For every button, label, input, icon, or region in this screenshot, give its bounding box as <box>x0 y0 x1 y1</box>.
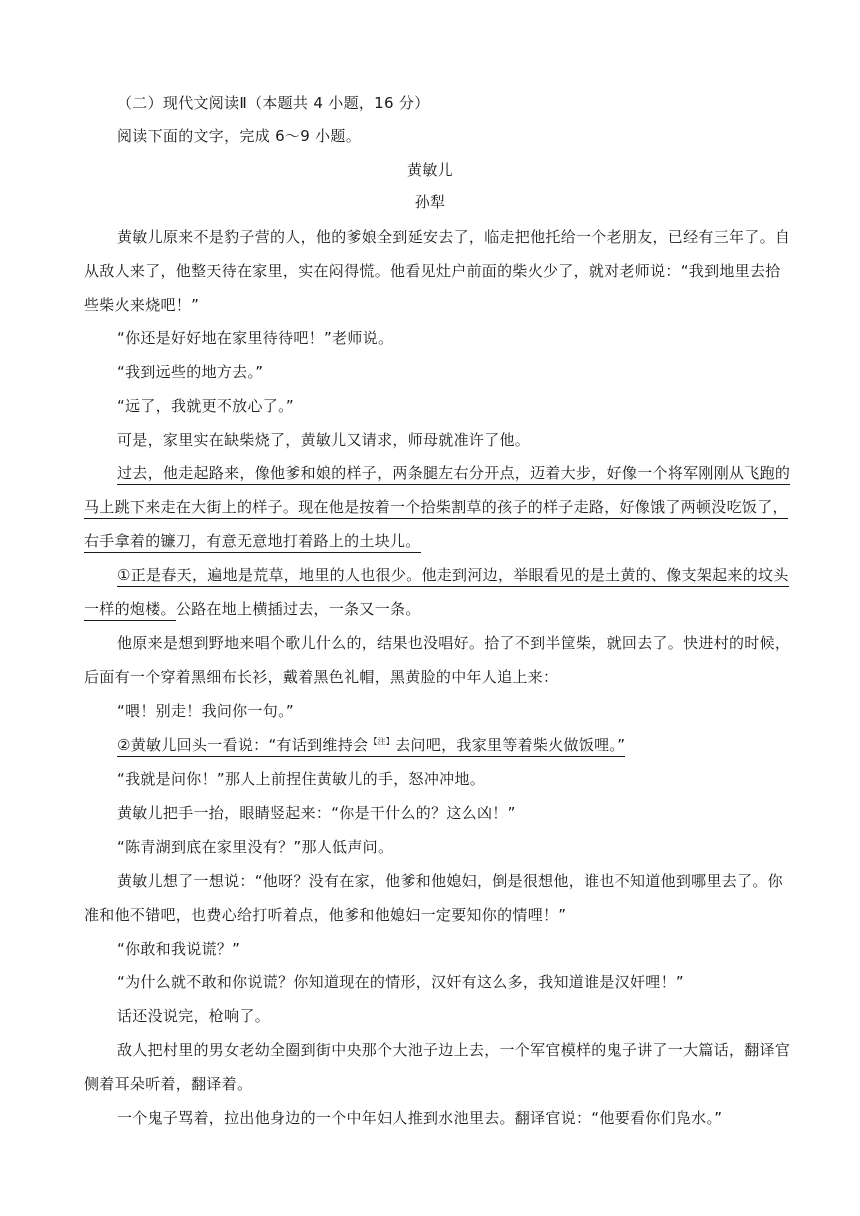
underlined-passage-line <box>84 532 421 551</box>
story-author: 孙犁 <box>414 193 446 211</box>
dialogue-text: ②黄敏儿回头一看说：“有话到维持会 <box>117 736 369 754</box>
underlined-passage-line <box>84 498 788 517</box>
paragraph-line: 敌人把村里的男女老幼全圈到街中央那个大池子边上去，一个军官模样的鬼子讲了一大篇话，翻译官 <box>117 1041 791 1059</box>
paragraph: “陈青湖到底在家里没有？”那人低声问。 <box>117 838 394 856</box>
paragraph: “我到远些的地方去。” <box>117 363 264 381</box>
paragraph: “你敢和我说谎？” <box>117 940 241 958</box>
paragraph: “远了，我就更不放心了。” <box>117 397 294 415</box>
underlined-text: 马上跳下来走在大街上的样子。现在他是按着一个拾柴割草的孩子的样子走路，好像饿了两顿没吃饭了， <box>84 498 788 519</box>
underlined-text: 一样的炮楼。 <box>84 600 176 621</box>
dialogue-text: 去问吧，我家里等着柴火做饭哩。” <box>395 736 626 754</box>
paragraph-line: 些柴火来烧吧！” <box>84 296 200 314</box>
underlined-text: ①正是春天，遍地是荒草，地里的人也很少。他走到河边，举眼看见的是土黄的、像支架起来的坟头 <box>117 566 789 587</box>
footnote-marker: 【注】 <box>369 737 395 746</box>
paragraph-line: 黄敏儿原来不是豹子营的人，他的爹娘全到延安去了，临走把他托给一个老朋友，已经有三年了。自 <box>117 228 791 246</box>
paragraph-line: 黄敏儿想了一想说：“他呀？没有在家，他爹和他媳妇，倒是很想他，谁也不知道他到哪里去了。你 <box>117 872 783 890</box>
underlined-passage-line <box>117 566 789 585</box>
plain-text: 公路在地上横插过去，一条又一条。 <box>175 600 421 618</box>
section-heading: （二）现代文阅读Ⅱ（本题共 4 小题，16 分） <box>117 94 430 112</box>
paragraph: “喂！别走！我问你一句。” <box>117 702 294 720</box>
story-title: 黄敏儿 <box>407 161 453 179</box>
paragraph-line <box>84 600 421 619</box>
underlined-passage-line <box>117 736 625 755</box>
paragraph-line: 准和他不错吧，也费心给打听着点，他爹和他媳妇一定要知你的情哩！” <box>84 906 567 924</box>
paragraph: 黄敏儿把手一抬，眼睛竖起来：“你是干什么的？这么凶！” <box>117 804 516 822</box>
paragraph: “你还是好好地在家里待待吧！”老师说。 <box>117 329 394 347</box>
paragraph: “为什么就不敢和你说谎？你知道现在的情形，汉奸有这么多，我知道谁是汉奸哩！” <box>117 973 684 991</box>
paragraph-line: 他原来是想到野地来唱个歌儿什么的，结果也没唱好。拾了不到半筐柴，就回去了。快进村的时候， <box>117 634 791 652</box>
underlined-passage-line <box>117 464 790 483</box>
reading-instruction: 阅读下面的文字，完成 6～9 小题。 <box>117 127 362 145</box>
paragraph-line: 侧着耳朵听着，翻译着。 <box>84 1075 253 1093</box>
underlined-text: 过去，他走起路来，像他爹和娘的样子，两条腿左右分开点，迈着大步，好像一个将军刚刚从飞跑的 <box>117 464 790 485</box>
paragraph-line: 后面有一个穿着黑细布长衫，戴着黑色礼帽，黑黄脸的中年人追上来： <box>84 668 559 686</box>
paragraph: 话还没说完，枪响了。 <box>117 1007 271 1025</box>
paragraph: 一个鬼子骂着，拉出他身边的一个中年妇人推到水池里去。翻译官说：“他要看你们凫水。” <box>117 1109 723 1127</box>
underlined-text: 右手拿着的镰刀，有意无意地打着路上的土块儿。 <box>84 532 421 553</box>
paragraph: “我就是问你！”那人上前捏住黄敏儿的手，怒冲冲地。 <box>117 770 486 788</box>
paragraph-line: 从敌人来了，他整天待在家里，实在闷得慌。他看见灶户前面的柴火少了，就对老师说：“我到地里去拾 <box>84 262 781 280</box>
paragraph: 可是，家里实在缺柴烧了，黄敏儿又请求，师母就准许了他。 <box>117 431 531 449</box>
underlined-text <box>117 736 625 757</box>
